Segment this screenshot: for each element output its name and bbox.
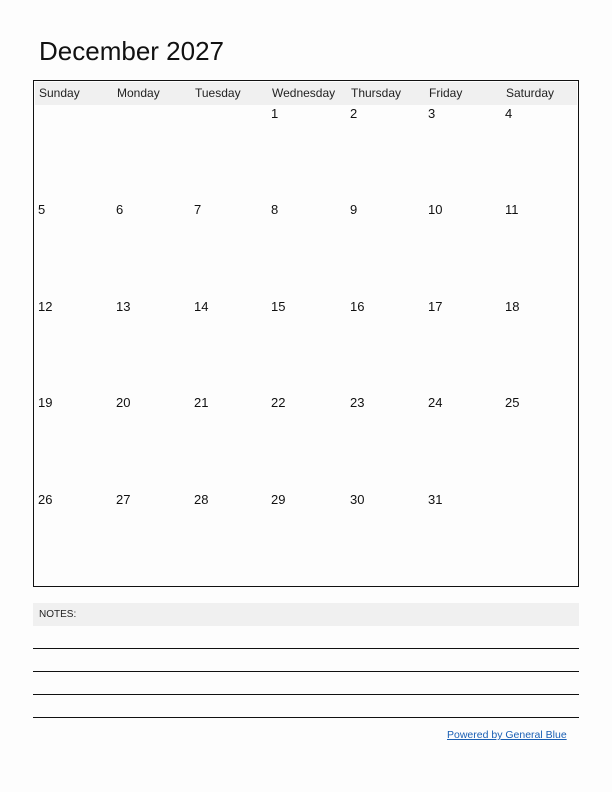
day-cell: 30 bbox=[350, 492, 365, 507]
day-cell: 22 bbox=[271, 395, 286, 410]
weekday-thursday: Thursday bbox=[351, 86, 402, 100]
day-cell: 26 bbox=[38, 492, 53, 507]
day-cell: 9 bbox=[350, 202, 358, 217]
day-cell: 28 bbox=[194, 492, 209, 507]
day-cell: 19 bbox=[38, 395, 53, 410]
notes-label: NOTES: bbox=[39, 609, 77, 620]
day-cell: 17 bbox=[428, 299, 443, 314]
weekday-wednesday: Wednesday bbox=[272, 86, 336, 100]
day-cell: 18 bbox=[505, 299, 520, 314]
day-cell: 10 bbox=[428, 202, 443, 217]
page-title: December 2027 bbox=[39, 36, 224, 66]
powered-by-link[interactable]: Powered by General Blue bbox=[447, 729, 567, 741]
weekday-header-row bbox=[35, 82, 577, 105]
weekday-friday: Friday bbox=[429, 86, 463, 100]
notes-line bbox=[33, 648, 579, 649]
notes-line bbox=[33, 671, 579, 672]
notes-line bbox=[33, 717, 579, 718]
day-cell: 14 bbox=[194, 299, 209, 314]
notes-line bbox=[33, 694, 579, 695]
day-cell: 2 bbox=[350, 106, 358, 121]
day-cell: 29 bbox=[271, 492, 286, 507]
day-cell: 27 bbox=[116, 492, 131, 507]
day-cell: 24 bbox=[428, 395, 443, 410]
day-cell: 6 bbox=[116, 202, 124, 217]
day-cell: 25 bbox=[505, 395, 520, 410]
weekday-monday: Monday bbox=[117, 86, 160, 100]
day-cell: 21 bbox=[194, 395, 209, 410]
weekday-sunday: Sunday bbox=[39, 86, 80, 100]
day-cell: 4 bbox=[505, 106, 513, 121]
day-cell: 23 bbox=[350, 395, 365, 410]
day-cell: 8 bbox=[271, 202, 279, 217]
notes-header bbox=[33, 603, 579, 626]
day-cell: 12 bbox=[38, 299, 53, 314]
calendar-grid bbox=[33, 80, 579, 587]
day-cell: 13 bbox=[116, 299, 131, 314]
day-cell: 11 bbox=[505, 202, 519, 217]
day-cell: 7 bbox=[194, 202, 202, 217]
day-cell: 1 bbox=[271, 106, 279, 121]
weekday-saturday: Saturday bbox=[506, 86, 555, 100]
day-cell: 5 bbox=[38, 202, 46, 217]
day-cell: 31 bbox=[428, 492, 443, 507]
day-cell: 15 bbox=[271, 299, 286, 314]
day-cell: 3 bbox=[428, 106, 436, 121]
day-cell: 16 bbox=[350, 299, 365, 314]
weekday-tuesday: Tuesday bbox=[195, 86, 241, 100]
day-cell: 20 bbox=[116, 395, 131, 410]
